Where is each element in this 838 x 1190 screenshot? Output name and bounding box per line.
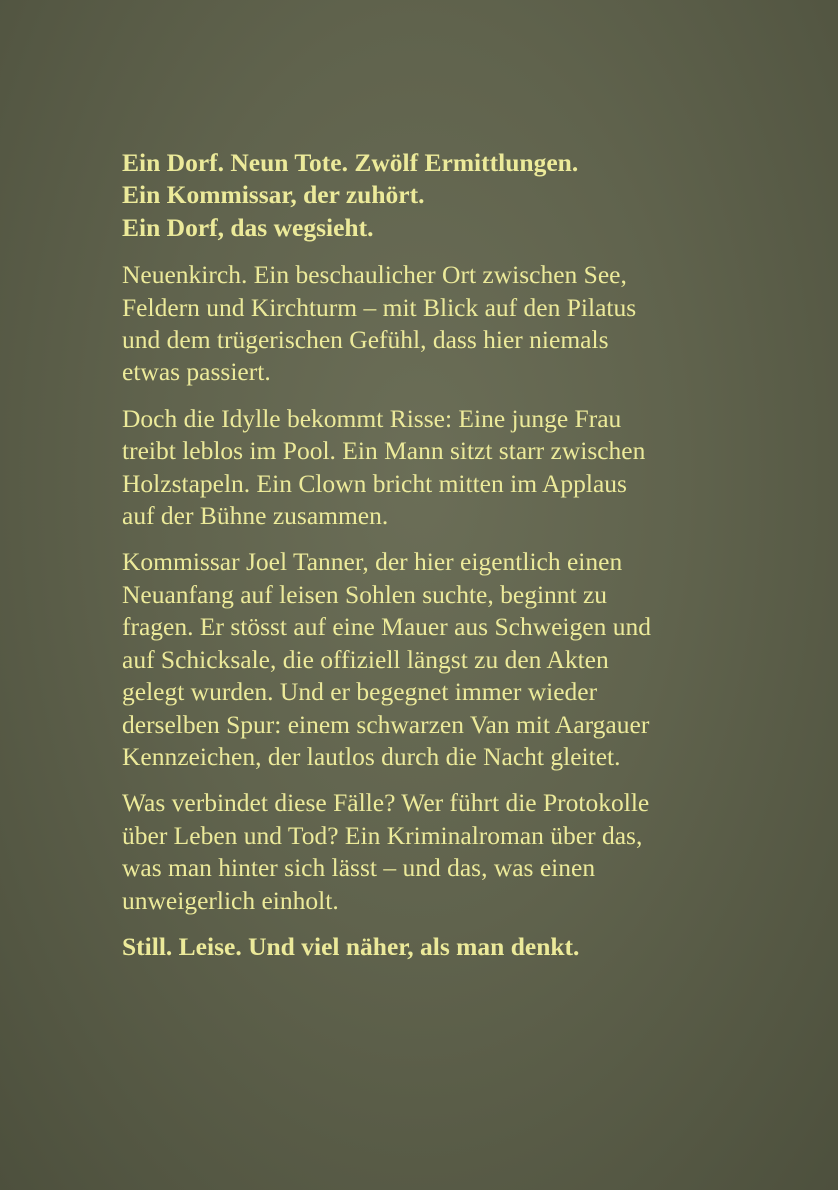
paragraph-investigator <box>122 546 762 773</box>
text-line: Holzstapeln. Ein Clown bricht mitten im Applaus <box>122 468 627 498</box>
text-line: über Leben und Tod? Ein Kriminalroman über das, <box>122 820 643 850</box>
text-line: was man hinter sich lässt – und das, was einen <box>122 853 596 883</box>
back-cover-blurb <box>122 147 762 963</box>
text-line: Feldern und Kirchturm – mit Blick auf den Pilatus <box>122 292 637 322</box>
text-line: Doch die Idylle bekommt Risse: Eine junge Frau <box>122 403 622 433</box>
paragraph-setting <box>122 259 762 389</box>
text-line: etwas passiert. <box>122 357 271 387</box>
headline-line: Ein Dorf, das wegsieht. <box>122 212 374 242</box>
text-line: Neuanfang auf leisen Sohlen suchte, beginnt zu <box>122 579 608 609</box>
text-line: fragen. Er stösst auf eine Mauer aus Schweigen und <box>122 612 651 642</box>
text-line: gelegt wurden. Und er begegnet immer wieder <box>122 677 598 707</box>
tagline: Still. Leise. Und viel näher, als man denkt. <box>122 931 580 961</box>
text-line: auf Schicksale, die offiziell längst zu den Akten <box>122 644 609 674</box>
text-line: Kennzeichen, der lautlos durch die Nacht gleitet. <box>122 741 621 771</box>
text-line: und dem trügerischen Gefühl, dass hier niemals <box>122 325 609 355</box>
headline-line: Ein Kommissar, der zuhört. <box>122 180 425 210</box>
paragraph-incidents <box>122 403 762 533</box>
text-line: Kommissar Joel Tanner, der hier eigentlich einen <box>122 547 623 577</box>
text-line: unweigerlich einholt. <box>122 885 339 915</box>
text-line: derselben Spur: einem schwarzen Van mit Aargauer <box>122 709 650 739</box>
text-line: Was verbindet diese Fälle? Wer führt die Protokolle <box>122 788 650 818</box>
text-line: treibt leblos im Pool. Ein Mann sitzt starr zwischen <box>122 436 646 466</box>
paragraph-questions <box>122 787 762 917</box>
text-line: auf der Bühne zusammen. <box>122 501 389 531</box>
headline <box>122 147 762 244</box>
text-line: Neuenkirch. Ein beschaulicher Ort zwischen See, <box>122 260 627 290</box>
headline-line: Ein Dorf. Neun Tote. Zwölf Ermittlungen. <box>122 148 579 177</box>
